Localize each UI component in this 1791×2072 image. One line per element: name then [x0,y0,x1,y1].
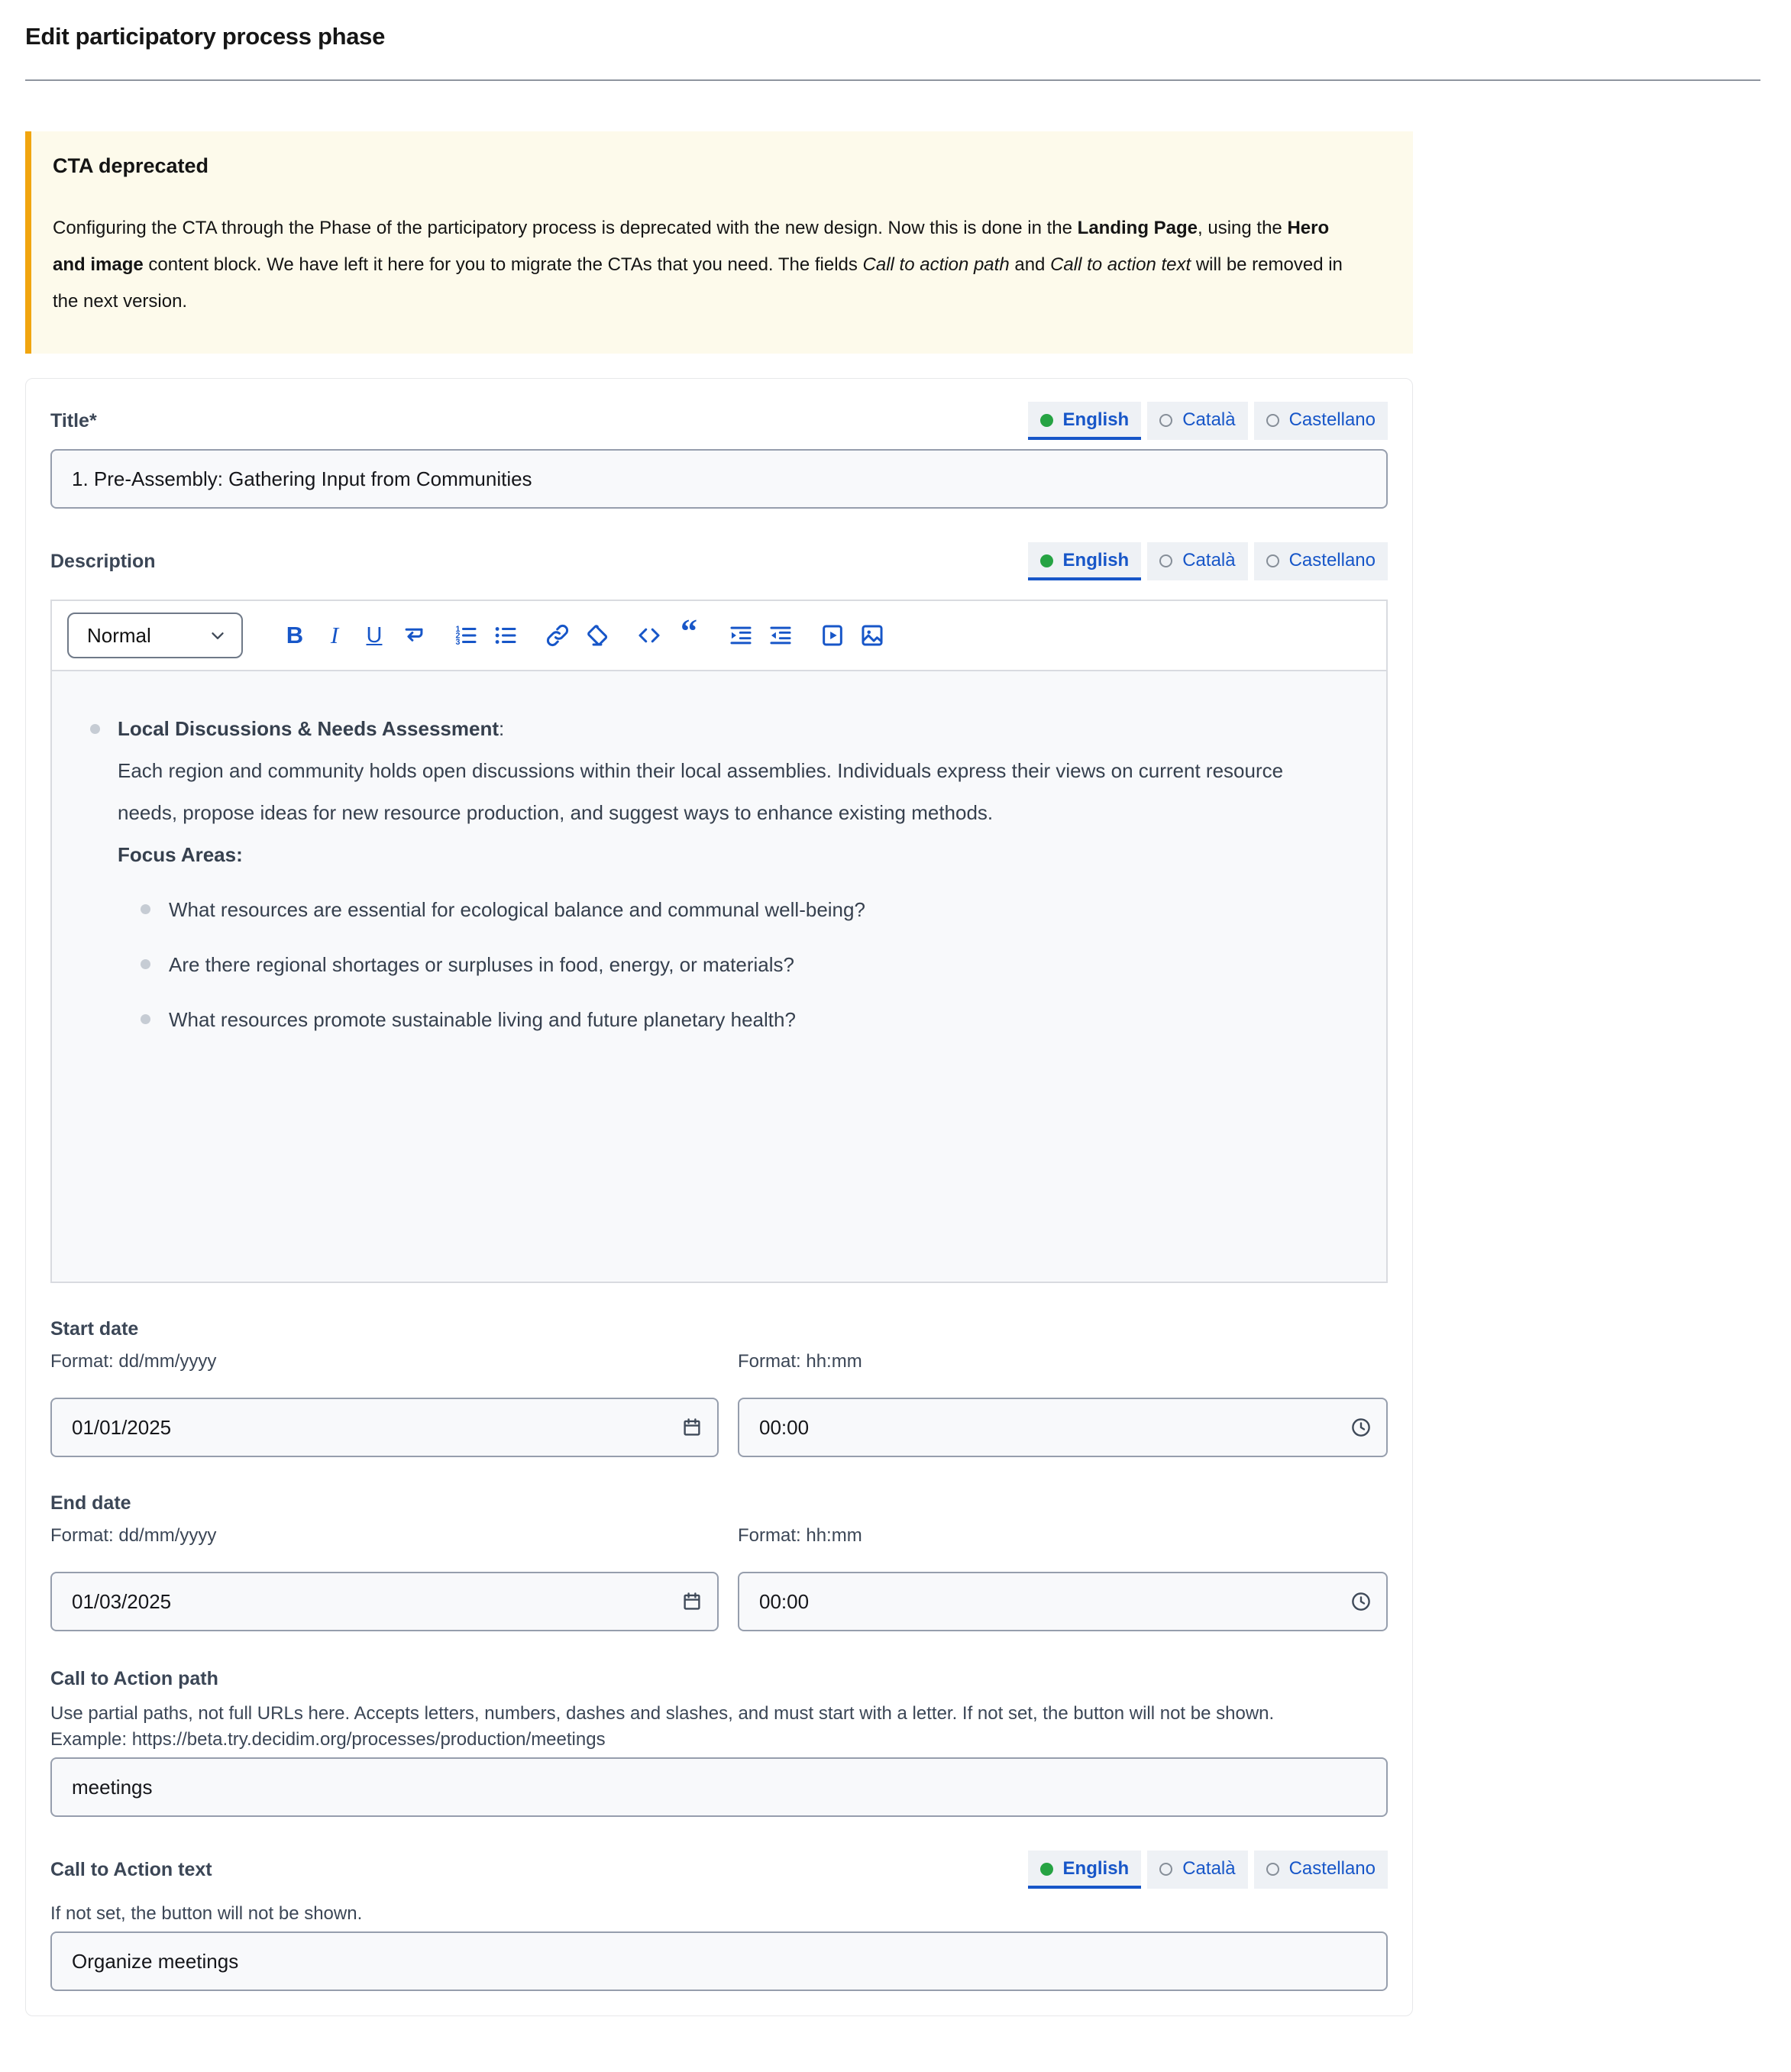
radio-unselected-icon [1266,554,1279,567]
lang-label: English [1062,550,1130,571]
description-language-selector [1028,542,1388,580]
image-icon[interactable] [852,616,892,655]
cta-deprecated-callout [25,131,1413,354]
lang-tab-catala[interactable] [1147,542,1247,580]
cta-path-input-wrap [50,1757,1388,1817]
radio-selected-icon [1040,554,1053,567]
title-field-header [50,402,1388,440]
underline-icon[interactable]: U [354,616,394,655]
cta-text-input[interactable] [50,1931,1388,1991]
start-time-input[interactable] [738,1398,1388,1457]
description-bullet-list [90,708,1333,1033]
rich-text-editor [50,600,1388,1283]
focus-areas-label: Focus Areas: [118,843,243,866]
calendar-icon[interactable] [681,1590,703,1613]
focus-areas-sublist [118,896,1333,1033]
clock-icon[interactable] [1350,1416,1372,1439]
lang-label: English [1062,1858,1130,1879]
end-time-input-wrap [738,1572,1388,1631]
clear-format-icon[interactable] [577,616,617,655]
cta-path-input[interactable] [50,1757,1388,1817]
title-divider [25,79,1760,81]
start-date-inputs-row [50,1398,1388,1457]
cta-text-input-wrap [50,1931,1388,1991]
radio-selected-icon [1040,414,1053,427]
cta-path-help: Use partial paths, not full URLs here. Accepts letters, numbers, dashes and slashes, and must start with a letter. If not set, the button will not be shown. Example: https://beta.try.decidim.org/processes/production/meetings [50,1703,1275,1750]
sub-list-item: What resources are essential for ecological balance and communal well-being? [141,896,1333,923]
editor-toolbar [52,601,1386,670]
lang-label: Castellano [1288,409,1376,430]
radio-unselected-icon [1159,554,1172,567]
radio-unselected-icon [1266,1863,1279,1876]
radio-unselected-icon [1159,1863,1172,1876]
indent-icon[interactable] [721,616,761,655]
cta-path-label: Call to Action path [50,1668,218,1689]
calendar-icon[interactable] [681,1416,703,1439]
code-icon[interactable] [629,616,669,655]
start-date-input-wrap [50,1398,719,1457]
phase-form-card [25,378,1413,2016]
description-label: Description [50,550,156,572]
list-item: Local Discussions & Needs Assessment: Each region and community holds open discussions within their local assemblies. Individuals express their views on current resource needs, propose ideas for new resource production, and suggest ways to enhance existing methods. Focus Areas: What resources are essential for ecological balance and communal well-being? Are there regional shortages or surpluses in food, energy, or materials? What resources promote sustainable living and future planetary health? [90,708,1333,1033]
line-break-icon[interactable] [394,616,434,655]
svg-text:3: 3 [455,638,461,648]
blockquote-icon[interactable]: “ [669,616,709,655]
clock-icon[interactable] [1350,1590,1372,1613]
video-icon[interactable] [813,616,852,655]
editor-content[interactable] [52,670,1386,1282]
radio-selected-icon [1040,1863,1053,1876]
lang-tab-english[interactable] [1028,1851,1142,1889]
bold-icon[interactable]: B [275,616,315,655]
outdent-icon[interactable] [761,616,800,655]
callout-title: CTA deprecated [53,154,209,177]
start-time-input-wrap [738,1398,1388,1457]
radio-unselected-icon [1266,414,1279,427]
lang-tab-catala[interactable] [1147,1851,1247,1889]
end-time-input[interactable] [738,1572,1388,1631]
page-title: Edit participatory process phase [25,23,386,50]
italic-icon[interactable]: I [315,616,354,655]
time-format-hint: Format: hh:mm [738,1525,862,1546]
description-field-header [50,542,1388,580]
chevron-down-icon [208,625,228,645]
title-input[interactable] [50,449,1388,509]
sub-list-item: What resources promote sustainable living and future planetary health? [141,1006,1333,1033]
date-format-hint: Format: dd/mm/yyyy [50,1351,217,1372]
lang-tab-castellano[interactable] [1254,1851,1388,1889]
title-label: Title* [50,409,97,432]
lang-label: English [1062,409,1130,430]
end-date-input[interactable] [50,1572,719,1631]
start-date-format-row [50,1351,1388,1372]
end-date-label: End date [50,1492,131,1514]
format-select-value: Normal [87,623,151,647]
cta-text-help: If not set, the button will not be shown. [50,1903,363,1924]
date-format-hint: Format: dd/mm/yyyy [50,1525,217,1546]
svg-text:1: 1 [455,625,461,635]
lang-label: Català [1182,550,1236,571]
start-date-label: Start date [50,1318,139,1340]
cta-text-field-header [50,1851,1388,1889]
cta-text-label: Call to Action text [50,1858,212,1880]
lang-label: Castellano [1288,550,1376,571]
title-language-selector [1028,402,1388,440]
lang-label: Català [1182,409,1236,430]
end-date-format-row [50,1525,1388,1547]
lang-label: Castellano [1288,1858,1376,1879]
lang-tab-castellano[interactable] [1254,542,1388,580]
cta-text-language-selector [1028,1851,1388,1889]
sub-list-item: Are there regional shortages or surpluses in food, energy, or materials? [141,951,1333,978]
time-format-hint: Format: hh:mm [738,1351,862,1372]
title-input-wrap [50,449,1388,509]
ordered-list-icon[interactable] [446,616,486,655]
callout-text: Configuring the CTA through the Phase of the participatory process is deprecated with the new design. Now this is done in the Landing Page, using the Hero and image content block. We have left it here for you to migrate the CTAs that you need. The fields Call to action path and Call to action text will be removed in the next version. [53,218,1343,312]
list-item-paragraph: Each region and community holds open discussions within their local assemblies. Individuals express their views on current resource needs, propose ideas for new resource production, and suggest ways to enhance existing methods. [118,759,1284,824]
end-date-input-wrap [50,1572,719,1631]
end-date-inputs-row [50,1572,1388,1631]
paragraph-format-select[interactable] [67,613,243,658]
svg-text:2: 2 [455,631,461,641]
list-item-bold-text: Local Discussions & Needs Assessment [118,717,499,740]
radio-unselected-icon [1159,414,1172,427]
lang-tab-castellano[interactable] [1254,402,1388,440]
start-date-input[interactable] [50,1398,719,1457]
bullet-list-icon[interactable] [486,616,525,655]
lang-tab-catala[interactable] [1147,402,1247,440]
lang-label: Català [1182,1858,1236,1879]
lang-tab-english[interactable] [1028,402,1142,440]
lang-tab-english[interactable] [1028,542,1142,580]
link-icon[interactable] [538,616,577,655]
